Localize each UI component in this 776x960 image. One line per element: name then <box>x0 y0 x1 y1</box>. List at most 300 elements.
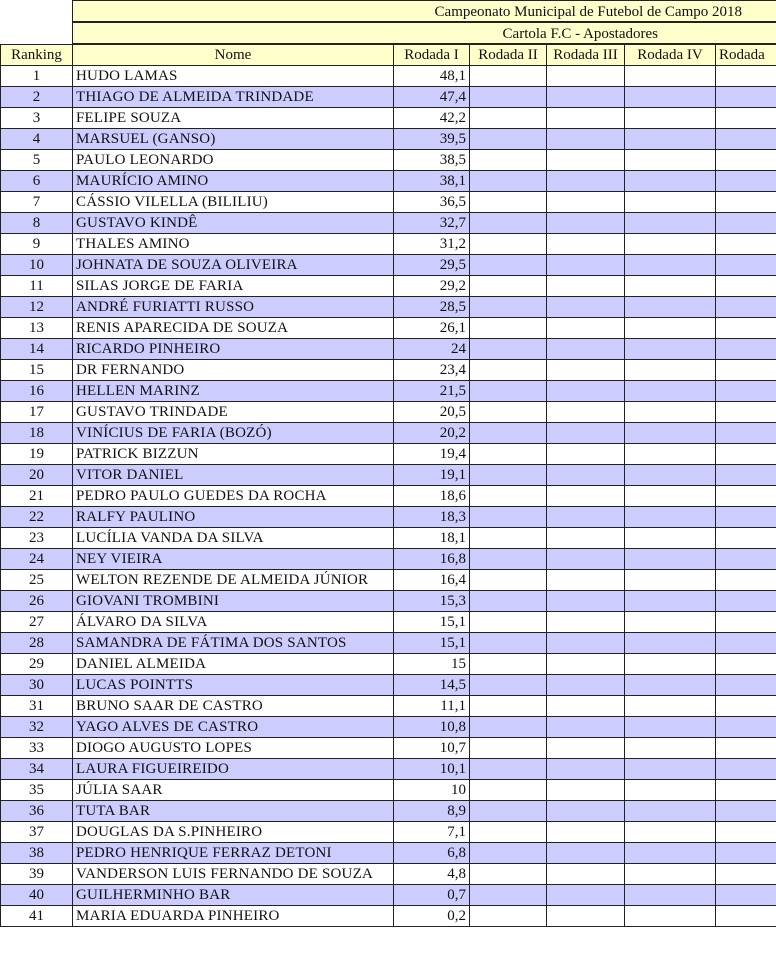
rank-cell[interactable]: 11 <box>1 276 73 297</box>
name-cell[interactable]: VITOR DANIEL <box>73 465 394 486</box>
rodada-4-cell[interactable] <box>625 465 716 486</box>
name-cell[interactable]: GUSTAVO KINDÊ <box>73 213 394 234</box>
rodada-3-cell[interactable] <box>547 66 625 87</box>
rodada-5-cell[interactable] <box>716 339 776 360</box>
rodada-5-cell[interactable] <box>716 276 776 297</box>
rank-cell[interactable]: 35 <box>1 780 73 801</box>
rodada-1-cell[interactable]: 38,5 <box>394 150 470 171</box>
rank-cell[interactable]: 21 <box>1 486 73 507</box>
rodada-2-cell[interactable] <box>470 864 547 885</box>
rodada-3-cell[interactable] <box>547 528 625 549</box>
name-cell[interactable]: LUCAS POINTTS <box>73 675 394 696</box>
rank-cell[interactable]: 40 <box>1 885 73 906</box>
rodada-4-cell[interactable] <box>625 633 716 654</box>
rodada-2-cell[interactable] <box>470 318 547 339</box>
rodada-2-cell[interactable] <box>470 612 547 633</box>
rodada-2-cell[interactable] <box>470 717 547 738</box>
rodada-5-cell[interactable] <box>716 87 776 108</box>
rodada-2-cell[interactable] <box>470 759 547 780</box>
rodada-3-cell[interactable] <box>547 822 625 843</box>
rank-cell[interactable]: 14 <box>1 339 73 360</box>
name-cell[interactable]: GUILHERMINHO BAR <box>73 885 394 906</box>
rodada-4-cell[interactable] <box>625 864 716 885</box>
rodada-3-cell[interactable] <box>547 864 625 885</box>
rank-cell[interactable]: 25 <box>1 570 73 591</box>
rodada-1-cell[interactable]: 18,1 <box>394 528 470 549</box>
name-cell[interactable]: LUCÍLIA VANDA DA SILVA <box>73 528 394 549</box>
rodada-3-cell[interactable] <box>547 675 625 696</box>
rank-cell[interactable]: 18 <box>1 423 73 444</box>
rank-cell[interactable]: 3 <box>1 108 73 129</box>
rodada-2-cell[interactable] <box>470 276 547 297</box>
rodada-5-cell[interactable] <box>716 423 776 444</box>
rodada-2-cell[interactable] <box>470 486 547 507</box>
name-cell[interactable]: LAURA FIGUEIREIDO <box>73 759 394 780</box>
rodada-3-cell[interactable] <box>547 192 625 213</box>
rodada-4-cell[interactable] <box>625 822 716 843</box>
name-cell[interactable]: CÁSSIO VILELLA (BILILIU) <box>73 192 394 213</box>
name-cell[interactable]: RALFY PAULINO <box>73 507 394 528</box>
rodada-5-cell[interactable] <box>716 192 776 213</box>
name-cell[interactable]: JÚLIA SAAR <box>73 780 394 801</box>
rodada-3-cell[interactable] <box>547 108 625 129</box>
rodada-2-cell[interactable] <box>470 780 547 801</box>
rodada-1-cell[interactable]: 4,8 <box>394 864 470 885</box>
rank-cell[interactable]: 5 <box>1 150 73 171</box>
rodada-2-cell[interactable] <box>470 444 547 465</box>
rodada-3-cell[interactable] <box>547 486 625 507</box>
rodada-2-cell[interactable] <box>470 549 547 570</box>
rodada-3-cell[interactable] <box>547 843 625 864</box>
rodada-3-cell[interactable] <box>547 381 625 402</box>
rodada-5-cell[interactable] <box>716 780 776 801</box>
rodada-2-cell[interactable] <box>470 738 547 759</box>
rodada-1-cell[interactable]: 7,1 <box>394 822 470 843</box>
sheet-title: Campeonato Municipal de Futebol de Campo 2018 <box>434 4 742 20</box>
rank-cell[interactable]: 27 <box>1 612 73 633</box>
rank-cell[interactable]: 16 <box>1 381 73 402</box>
rodada-3-cell[interactable] <box>547 444 625 465</box>
rank-cell[interactable]: 12 <box>1 297 73 318</box>
rodada-4-cell[interactable] <box>625 906 716 927</box>
rodada-1-cell[interactable]: 16,8 <box>394 549 470 570</box>
rank-cell[interactable]: 36 <box>1 801 73 822</box>
rodada-5-cell[interactable] <box>716 885 776 906</box>
rodada-4-cell[interactable] <box>625 87 716 108</box>
table-row <box>1 717 776 738</box>
name-cell[interactable]: TUTA BAR <box>73 801 394 822</box>
rodada-4-cell[interactable] <box>625 150 716 171</box>
rodada-4-cell[interactable] <box>625 108 716 129</box>
rank-cell[interactable]: 10 <box>1 255 73 276</box>
rodada-1-cell[interactable]: 29,5 <box>394 255 470 276</box>
rodada-2-cell[interactable] <box>470 150 547 171</box>
rodada-2-cell[interactable] <box>470 801 547 822</box>
rodada-3-cell[interactable] <box>547 87 625 108</box>
name-cell[interactable]: VINÍCIUS DE FARIA (BOZÓ) <box>73 423 394 444</box>
rodada-2-cell[interactable] <box>470 87 547 108</box>
rank-cell[interactable]: 39 <box>1 864 73 885</box>
rodada-5-cell[interactable] <box>716 486 776 507</box>
rank-cell[interactable]: 1 <box>1 66 73 87</box>
name-cell[interactable]: THIAGO DE ALMEIDA TRINDADE <box>73 87 394 108</box>
rank-cell[interactable]: 30 <box>1 675 73 696</box>
rodada-3-cell[interactable] <box>547 633 625 654</box>
rodada-3-cell[interactable] <box>547 570 625 591</box>
rodada-1-cell[interactable]: 14,5 <box>394 675 470 696</box>
rodada-2-cell[interactable] <box>470 108 547 129</box>
rodada-2-cell[interactable] <box>470 675 547 696</box>
name-cell[interactable]: DOUGLAS DA S.PINHEIRO <box>73 822 394 843</box>
rodada-1-cell[interactable]: 15 <box>394 654 470 675</box>
rodada-5-cell[interactable] <box>716 801 776 822</box>
rodada-2-cell[interactable] <box>470 297 547 318</box>
column-header-ranking[interactable]: Ranking <box>1 45 73 66</box>
column-header-rodada-2[interactable]: Rodada II <box>470 45 547 66</box>
rodada-4-cell[interactable] <box>625 528 716 549</box>
rodada-1-cell[interactable]: 10,7 <box>394 738 470 759</box>
rodada-2-cell[interactable] <box>470 360 547 381</box>
rodada-3-cell[interactable] <box>547 360 625 381</box>
rodada-1-cell[interactable]: 0,2 <box>394 906 470 927</box>
rodada-5-cell[interactable] <box>716 318 776 339</box>
rodada-1-cell[interactable]: 19,1 <box>394 465 470 486</box>
rodada-1-cell[interactable]: 24 <box>394 339 470 360</box>
table-row <box>1 339 776 360</box>
name-cell[interactable]: FELIPE SOUZA <box>73 108 394 129</box>
name-cell[interactable]: GUSTAVO TRINDADE <box>73 402 394 423</box>
rodada-2-cell[interactable] <box>470 591 547 612</box>
rodada-5-cell[interactable] <box>716 381 776 402</box>
rodada-4-cell[interactable] <box>625 696 716 717</box>
name-cell[interactable]: BRUNO SAAR DE CASTRO <box>73 696 394 717</box>
rodada-4-cell[interactable] <box>625 192 716 213</box>
rodada-5-cell[interactable] <box>716 864 776 885</box>
rodada-4-cell[interactable] <box>625 654 716 675</box>
rodada-4-cell[interactable] <box>625 738 716 759</box>
rodada-4-cell[interactable] <box>625 507 716 528</box>
rodada-3-cell[interactable] <box>547 906 625 927</box>
rodada-4-cell[interactable] <box>625 843 716 864</box>
rodada-4-cell[interactable] <box>625 360 716 381</box>
rodada-3-cell[interactable] <box>547 738 625 759</box>
rodada-2-cell[interactable] <box>470 822 547 843</box>
rodada-2-cell[interactable] <box>470 213 547 234</box>
rodada-5-cell[interactable] <box>716 612 776 633</box>
column-header-rodada-4[interactable]: Rodada IV <box>625 45 716 66</box>
table-row <box>1 570 776 591</box>
rank-cell[interactable]: 9 <box>1 234 73 255</box>
rodada-1-cell[interactable]: 0,7 <box>394 885 470 906</box>
rodada-5-cell[interactable] <box>716 444 776 465</box>
rodada-1-cell[interactable]: 36,5 <box>394 192 470 213</box>
rodada-3-cell[interactable] <box>547 318 625 339</box>
rodada-3-cell[interactable] <box>547 423 625 444</box>
name-cell[interactable]: HELLEN MARINZ <box>73 381 394 402</box>
rodada-2-cell[interactable] <box>470 843 547 864</box>
rodada-2-cell[interactable] <box>470 528 547 549</box>
rodada-2-cell[interactable] <box>470 570 547 591</box>
name-cell[interactable]: YAGO ALVES DE CASTRO <box>73 717 394 738</box>
name-cell[interactable]: PATRICK BIZZUN <box>73 444 394 465</box>
rodada-1-cell[interactable]: 19,4 <box>394 444 470 465</box>
rodada-1-cell[interactable]: 10,1 <box>394 759 470 780</box>
rodada-5-cell[interactable] <box>716 360 776 381</box>
rank-cell[interactable]: 2 <box>1 87 73 108</box>
rodada-5-cell[interactable] <box>716 822 776 843</box>
name-cell[interactable]: THALES AMINO <box>73 234 394 255</box>
rodada-3-cell[interactable] <box>547 255 625 276</box>
rodada-5-cell[interactable] <box>716 738 776 759</box>
rodada-4-cell[interactable] <box>625 780 716 801</box>
rodada-1-cell[interactable]: 28,5 <box>394 297 470 318</box>
rodada-4-cell[interactable] <box>625 129 716 150</box>
rodada-1-cell[interactable]: 10 <box>394 780 470 801</box>
column-header-nome[interactable]: Nome <box>73 45 394 66</box>
rank-cell[interactable]: 20 <box>1 465 73 486</box>
rodada-1-cell[interactable]: 21,5 <box>394 381 470 402</box>
rodada-1-cell[interactable]: 20,5 <box>394 402 470 423</box>
name-cell[interactable]: MARSUEL (GANSO) <box>73 129 394 150</box>
name-cell[interactable]: SILAS JORGE DE FARIA <box>73 276 394 297</box>
rodada-3-cell[interactable] <box>547 150 625 171</box>
rank-cell[interactable]: 22 <box>1 507 73 528</box>
rodada-1-cell[interactable]: 11,1 <box>394 696 470 717</box>
rank-cell[interactable]: 37 <box>1 822 73 843</box>
rodada-5-cell[interactable] <box>716 591 776 612</box>
rank-cell[interactable]: 34 <box>1 759 73 780</box>
rodada-1-cell[interactable]: 8,9 <box>394 801 470 822</box>
rank-cell[interactable]: 8 <box>1 213 73 234</box>
name-cell[interactable]: PEDRO PAULO GUEDES DA ROCHA <box>73 486 394 507</box>
rodada-4-cell[interactable] <box>625 234 716 255</box>
rodada-5-cell[interactable] <box>716 507 776 528</box>
name-cell[interactable]: VANDERSON LUIS FERNANDO DE SOUZA <box>73 864 394 885</box>
name-cell[interactable]: DIOGO AUGUSTO LOPES <box>73 738 394 759</box>
rodada-3-cell[interactable] <box>547 549 625 570</box>
rank-cell[interactable]: 29 <box>1 654 73 675</box>
rodada-5-cell[interactable] <box>716 129 776 150</box>
rodada-2-cell[interactable] <box>470 234 547 255</box>
rodada-2-cell[interactable] <box>470 171 547 192</box>
column-header-rodada-1[interactable]: Rodada I <box>394 45 470 66</box>
rodada-3-cell[interactable] <box>547 129 625 150</box>
rodada-5-cell[interactable] <box>716 906 776 927</box>
rodada-3-cell[interactable] <box>547 612 625 633</box>
rank-cell[interactable]: 23 <box>1 528 73 549</box>
name-cell[interactable]: MARIA EDUARDA PINHEIRO <box>73 906 394 927</box>
rank-cell[interactable]: 33 <box>1 738 73 759</box>
rodada-5-cell[interactable] <box>716 696 776 717</box>
rodada-3-cell[interactable] <box>547 654 625 675</box>
rank-cell[interactable]: 19 <box>1 444 73 465</box>
rodada-1-cell[interactable]: 10,8 <box>394 717 470 738</box>
rodada-3-cell[interactable] <box>547 234 625 255</box>
rodada-2-cell[interactable] <box>470 66 547 87</box>
rodada-4-cell[interactable] <box>625 423 716 444</box>
rodada-2-cell[interactable] <box>470 423 547 444</box>
rodada-1-cell[interactable]: 29,2 <box>394 276 470 297</box>
rodada-4-cell[interactable] <box>625 171 716 192</box>
rodada-1-cell[interactable]: 31,2 <box>394 234 470 255</box>
rodada-1-cell[interactable]: 23,4 <box>394 360 470 381</box>
rodada-3-cell[interactable] <box>547 591 625 612</box>
name-cell[interactable]: DANIEL ALMEIDA <box>73 654 394 675</box>
rodada-1-cell[interactable]: 18,6 <box>394 486 470 507</box>
rodada-3-cell[interactable] <box>547 717 625 738</box>
rodada-1-cell[interactable]: 6,8 <box>394 843 470 864</box>
rodada-5-cell[interactable] <box>716 654 776 675</box>
rodada-4-cell[interactable] <box>625 66 716 87</box>
rodada-2-cell[interactable] <box>470 339 547 360</box>
rodada-3-cell[interactable] <box>547 780 625 801</box>
rodada-4-cell[interactable] <box>625 486 716 507</box>
rodada-5-cell[interactable] <box>716 297 776 318</box>
rodada-3-cell[interactable] <box>547 276 625 297</box>
name-cell[interactable]: SAMANDRA DE FÁTIMA DOS SANTOS <box>73 633 394 654</box>
rank-cell[interactable]: 4 <box>1 129 73 150</box>
name-cell[interactable]: WELTON REZENDE DE ALMEIDA JÚNIOR <box>73 570 394 591</box>
rodada-4-cell[interactable] <box>625 591 716 612</box>
rodada-3-cell[interactable] <box>547 465 625 486</box>
rodada-4-cell[interactable] <box>625 276 716 297</box>
rodada-4-cell[interactable] <box>625 402 716 423</box>
rodada-1-cell[interactable]: 48,1 <box>394 66 470 87</box>
rodada-4-cell[interactable] <box>625 759 716 780</box>
rodada-1-cell[interactable]: 47,4 <box>394 87 470 108</box>
column-header-rodada-5[interactable]: Rodada <box>716 45 776 66</box>
rodada-4-cell[interactable] <box>625 213 716 234</box>
name-cell[interactable]: PEDRO HENRIQUE FERRAZ DETONI <box>73 843 394 864</box>
name-cell[interactable]: ANDRÉ FURIATTI RUSSO <box>73 297 394 318</box>
rodada-2-cell[interactable] <box>470 129 547 150</box>
rank-cell[interactable]: 17 <box>1 402 73 423</box>
rodada-3-cell[interactable] <box>547 885 625 906</box>
rodada-1-cell[interactable]: 15,1 <box>394 612 470 633</box>
rodada-4-cell[interactable] <box>625 444 716 465</box>
rodada-3-cell[interactable] <box>547 402 625 423</box>
rodada-1-cell[interactable]: 16,4 <box>394 570 470 591</box>
rodada-3-cell[interactable] <box>547 213 625 234</box>
rodada-5-cell[interactable] <box>716 759 776 780</box>
name-cell[interactable]: JOHNATA DE SOUZA OLIVEIRA <box>73 255 394 276</box>
rodada-5-cell[interactable] <box>716 633 776 654</box>
rodada-5-cell[interactable] <box>716 843 776 864</box>
name-cell[interactable]: RENIS APARECIDA DE SOUZA <box>73 318 394 339</box>
rodada-5-cell[interactable] <box>716 213 776 234</box>
rodada-3-cell[interactable] <box>547 801 625 822</box>
rank-cell[interactable]: 31 <box>1 696 73 717</box>
table-row <box>1 234 776 255</box>
rodada-5-cell[interactable] <box>716 402 776 423</box>
name-cell[interactable]: GIOVANI TROMBINI <box>73 591 394 612</box>
rodada-4-cell[interactable] <box>625 339 716 360</box>
rodada-3-cell[interactable] <box>547 759 625 780</box>
rank-cell[interactable]: 15 <box>1 360 73 381</box>
rodada-5-cell[interactable] <box>716 234 776 255</box>
rodada-3-cell[interactable] <box>547 507 625 528</box>
table-row <box>1 696 776 717</box>
rodada-4-cell[interactable] <box>625 570 716 591</box>
rodada-1-cell[interactable]: 15,1 <box>394 633 470 654</box>
rodada-5-cell[interactable] <box>716 150 776 171</box>
rodada-2-cell[interactable] <box>470 255 547 276</box>
rodada-2-cell[interactable] <box>470 381 547 402</box>
rank-cell[interactable]: 26 <box>1 591 73 612</box>
rodada-1-cell[interactable]: 42,2 <box>394 108 470 129</box>
rodada-5-cell[interactable] <box>716 171 776 192</box>
rank-cell[interactable]: 41 <box>1 906 73 927</box>
name-cell[interactable]: DR FERNANDO <box>73 360 394 381</box>
rodada-4-cell[interactable] <box>625 549 716 570</box>
rodada-5-cell[interactable] <box>716 255 776 276</box>
rodada-5-cell[interactable] <box>716 465 776 486</box>
rodada-5-cell[interactable] <box>716 66 776 87</box>
rodada-2-cell[interactable] <box>470 633 547 654</box>
rodada-3-cell[interactable] <box>547 297 625 318</box>
rodada-3-cell[interactable] <box>547 696 625 717</box>
rodada-2-cell[interactable] <box>470 654 547 675</box>
rodada-4-cell[interactable] <box>625 318 716 339</box>
rodada-5-cell[interactable] <box>716 108 776 129</box>
rank-cell[interactable]: 32 <box>1 717 73 738</box>
rodada-1-cell[interactable]: 32,7 <box>394 213 470 234</box>
rodada-1-cell[interactable]: 26,1 <box>394 318 470 339</box>
rank-cell[interactable]: 7 <box>1 192 73 213</box>
rodada-5-cell[interactable] <box>716 528 776 549</box>
rodada-3-cell[interactable] <box>547 171 625 192</box>
rodada-2-cell[interactable] <box>470 885 547 906</box>
rodada-1-cell[interactable]: 20,2 <box>394 423 470 444</box>
rodada-1-cell[interactable]: 39,5 <box>394 129 470 150</box>
rank-cell[interactable]: 6 <box>1 171 73 192</box>
rodada-4-cell[interactable] <box>625 612 716 633</box>
name-cell[interactable]: HUDO LAMAS <box>73 66 394 87</box>
rodada-2-cell[interactable] <box>470 507 547 528</box>
rank-cell[interactable]: 38 <box>1 843 73 864</box>
rodada-2-cell[interactable] <box>470 696 547 717</box>
rodada-2-cell[interactable] <box>470 402 547 423</box>
name-cell[interactable]: ÁLVARO DA SILVA <box>73 612 394 633</box>
rodada-4-cell[interactable] <box>625 255 716 276</box>
rodada-3-cell[interactable] <box>547 339 625 360</box>
rodada-4-cell[interactable] <box>625 297 716 318</box>
rodada-1-cell[interactable]: 18,3 <box>394 507 470 528</box>
name-cell[interactable]: RICARDO PINHEIRO <box>73 339 394 360</box>
rodada-5-cell[interactable] <box>716 717 776 738</box>
rank-cell[interactable]: 28 <box>1 633 73 654</box>
rodada-5-cell[interactable] <box>716 675 776 696</box>
rodada-2-cell[interactable] <box>470 906 547 927</box>
name-cell[interactable]: PAULO LEONARDO <box>73 150 394 171</box>
rodada-2-cell[interactable] <box>470 192 547 213</box>
rodada-5-cell[interactable] <box>716 549 776 570</box>
rodada-4-cell[interactable] <box>625 717 716 738</box>
name-cell[interactable]: NEY VIEIRA <box>73 549 394 570</box>
rodada-1-cell[interactable]: 15,3 <box>394 591 470 612</box>
rodada-4-cell[interactable] <box>625 885 716 906</box>
rodada-4-cell[interactable] <box>625 675 716 696</box>
name-cell[interactable]: MAURÍCIO AMINO <box>73 171 394 192</box>
rodada-4-cell[interactable] <box>625 381 716 402</box>
rank-cell[interactable]: 24 <box>1 549 73 570</box>
rank-cell[interactable]: 13 <box>1 318 73 339</box>
rodada-4-cell[interactable] <box>625 801 716 822</box>
column-header-rodada-3[interactable]: Rodada III <box>547 45 625 66</box>
rodada-5-cell[interactable] <box>716 570 776 591</box>
rodada-1-cell[interactable]: 38,1 <box>394 171 470 192</box>
rodada-2-cell[interactable] <box>470 465 547 486</box>
